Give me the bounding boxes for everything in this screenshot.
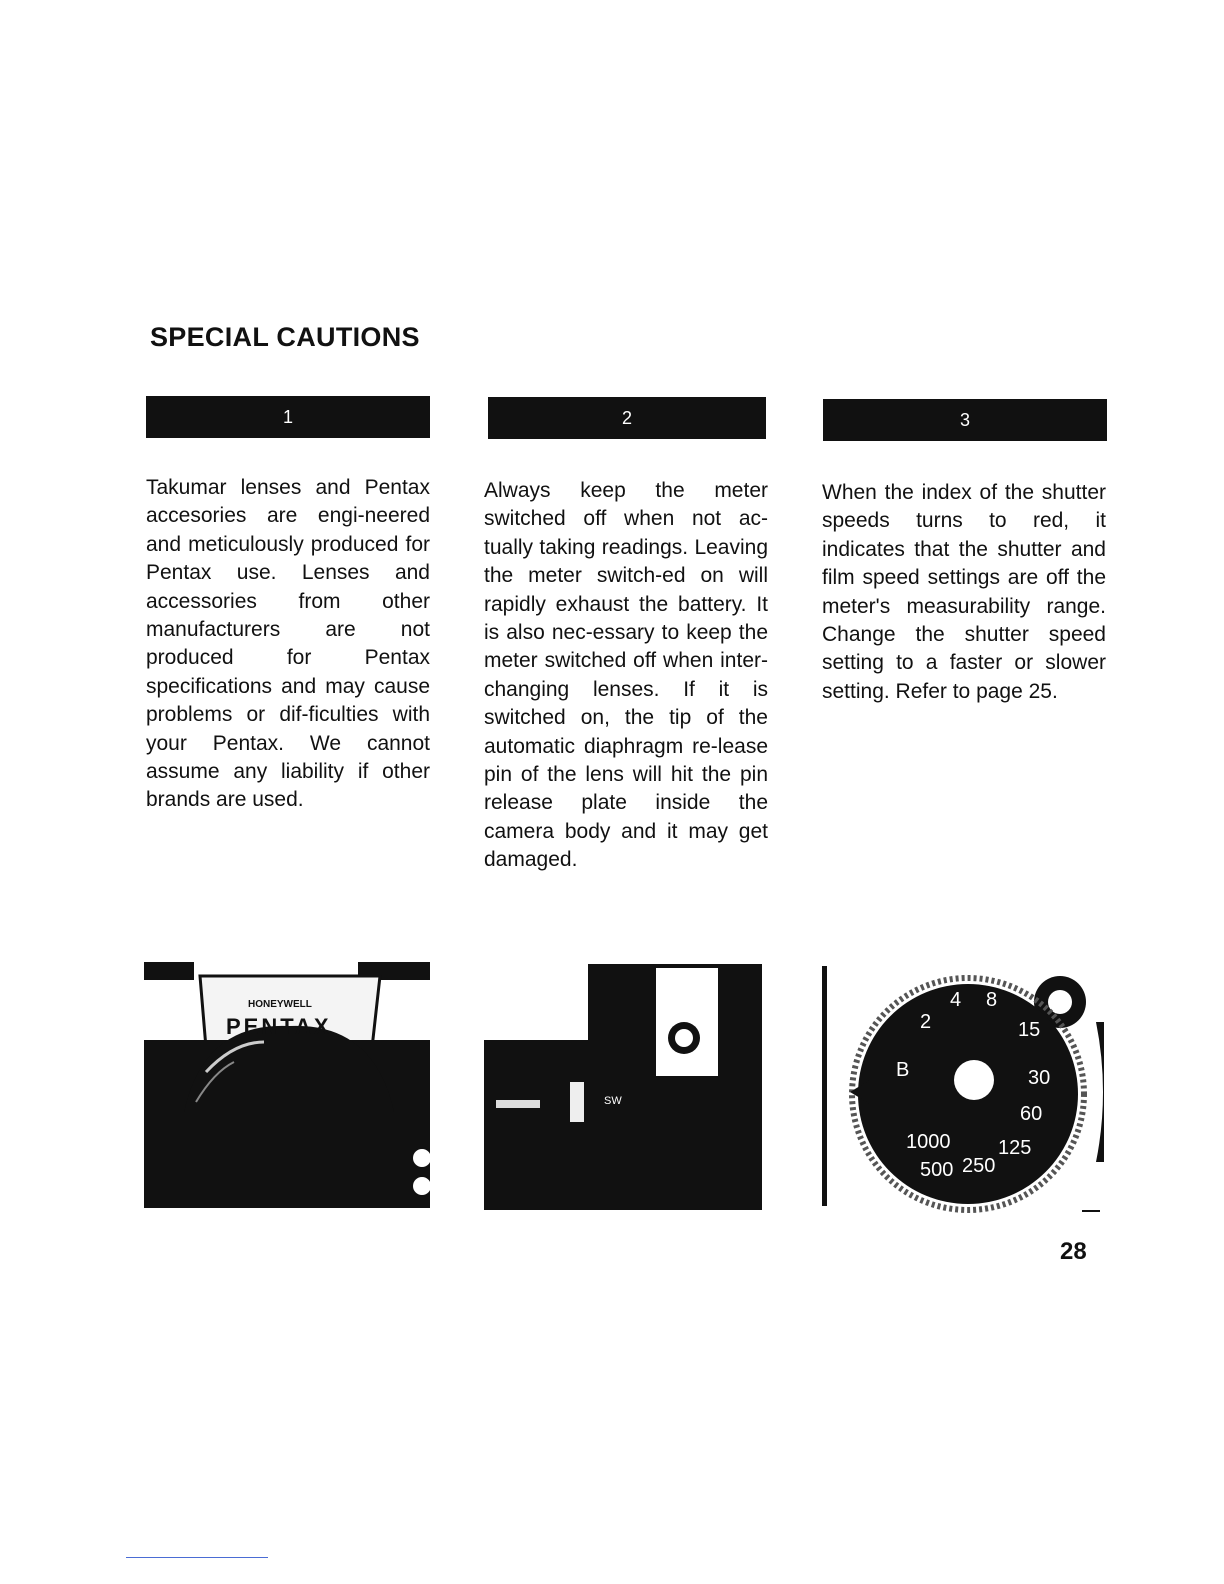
dial-mark-125: 125 bbox=[998, 1137, 1032, 1159]
page-number: 28 bbox=[1060, 1238, 1087, 1265]
caution-2-number-bar: 2 bbox=[488, 397, 766, 439]
switch-label: SW bbox=[604, 1095, 622, 1107]
dial-mark-15: 15 bbox=[1018, 1019, 1041, 1041]
camera-front-photo bbox=[144, 962, 430, 1208]
camera-side-switch-photo bbox=[484, 962, 762, 1210]
footer-rule bbox=[126, 1557, 268, 1558]
shutter-speed-dial-photo bbox=[820, 962, 1104, 1214]
caution-1-text: Takumar lenses and Pentax accesories are engi-neered and meticulously produced for Pentax use. Lenses and accessories from other manufacturers are not produced for Pentax specifications and may cause problems or dif-ficulties with your Pentax. We cannot assume any liability if other brands are used. bbox=[146, 476, 430, 812]
caution-2-text: Always keep the meter switched off when not ac-tually taking readings. Leaving the meter switch-ed on will rapidly exhaust the battery. It is also nec-essary to keep the meter switched off when inter-changing lenses. If it is switched on, the tip of the automatic diaphragm re-lease pin of the lens will hit the pin release plate inside the camera body and it may get damaged. bbox=[484, 479, 768, 872]
margin-dash bbox=[1082, 1210, 1100, 1212]
page-title: SPECIAL CAUTIONS bbox=[150, 322, 420, 352]
dial-mark-b: B bbox=[896, 1059, 910, 1081]
caution-3-text: When the index of the shutter speeds turns to red, it indicates that the shutter and film speed settings are off the meter's measurability range. Change the shutter speed setting to a faster or slower setting. Refer to page 25. bbox=[822, 481, 1106, 703]
photo-brand-label: PENTAX bbox=[226, 1014, 332, 1039]
caution-3-number-bar: 3 bbox=[823, 399, 1107, 441]
dial-mark-500: 500 bbox=[920, 1159, 954, 1181]
dial-mark-4: 4 bbox=[950, 989, 962, 1011]
caution-1-number-bar: 1 bbox=[146, 396, 430, 438]
photo-brand-small-label: HONEYWELL bbox=[248, 999, 312, 1010]
dial-mark-60: 60 bbox=[1020, 1103, 1043, 1125]
dial-mark-2: 2 bbox=[920, 1011, 932, 1033]
dial-mark-250: 250 bbox=[962, 1155, 996, 1177]
dial-mark-8: 8 bbox=[986, 989, 998, 1011]
dial-mark-1000: 1000 bbox=[906, 1131, 951, 1153]
dial-mark-30: 30 bbox=[1028, 1067, 1051, 1089]
